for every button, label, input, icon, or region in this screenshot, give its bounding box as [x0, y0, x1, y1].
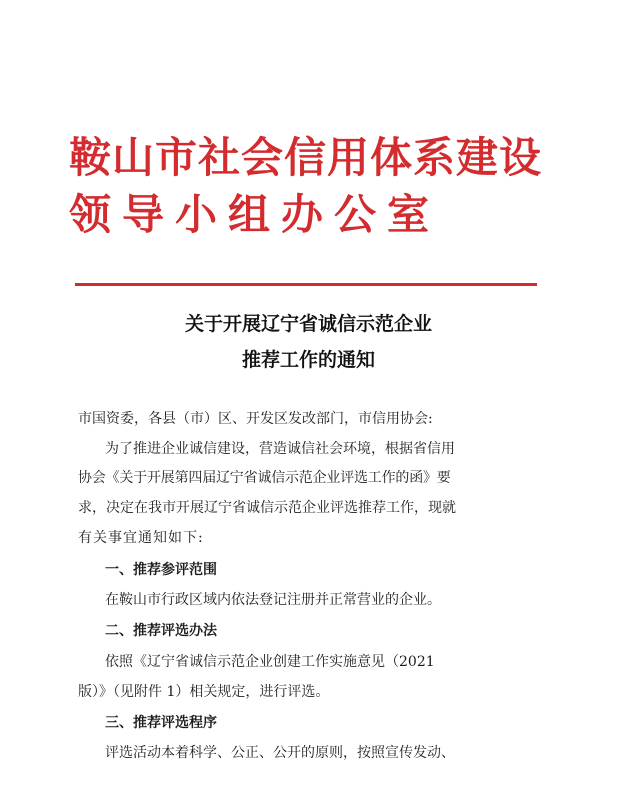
section-body-line: 依照《辽宁省诚信示范企业创建工作实施意见（2021 — [105, 654, 435, 670]
section-body-line: 评选活动本着科学、公正、公开的原则，按照宣传发动、 — [105, 745, 455, 761]
section-heading-scope: 一、推荐参评范围 — [105, 562, 217, 578]
notice-title-line-2: 推荐工作的通知 — [241, 349, 375, 371]
section-heading-method: 二、推荐评选办法 — [105, 623, 217, 639]
intro-paragraph-line: 有关事宜通知如下: — [78, 530, 204, 546]
intro-paragraph-line: 为了推进企业诚信建设，营造诚信社会环境，根据省信用 — [105, 441, 455, 457]
letterhead-org-name: 鞍山市社会信用体系建设 — [69, 133, 543, 182]
section-heading-procedure: 三、推荐评选程序 — [105, 715, 217, 731]
letterhead-red-rule — [75, 283, 537, 286]
intro-paragraph-line: 协会《关于开展第四届辽宁省诚信示范企业评选工作的函》要 — [78, 470, 451, 486]
salutation: 市国资委，各县（市）区、开发区发改部门，市信用协会: — [78, 411, 433, 427]
section-body-line: 版）》（见附件 1）相关规定，进行评选。 — [78, 684, 330, 700]
notice-title-line-1: 关于开展辽宁省诚信示范企业 — [184, 313, 432, 335]
section-body-line: 在鞍山市行政区域内依法登记注册并正常营业的企业。 — [105, 592, 441, 608]
intro-paragraph-line: 求，决定在我市开展辽宁省诚信示范企业评选推荐工作，现就 — [78, 500, 456, 516]
letterhead-office-name: 领导小组办公室 — [69, 190, 441, 239]
